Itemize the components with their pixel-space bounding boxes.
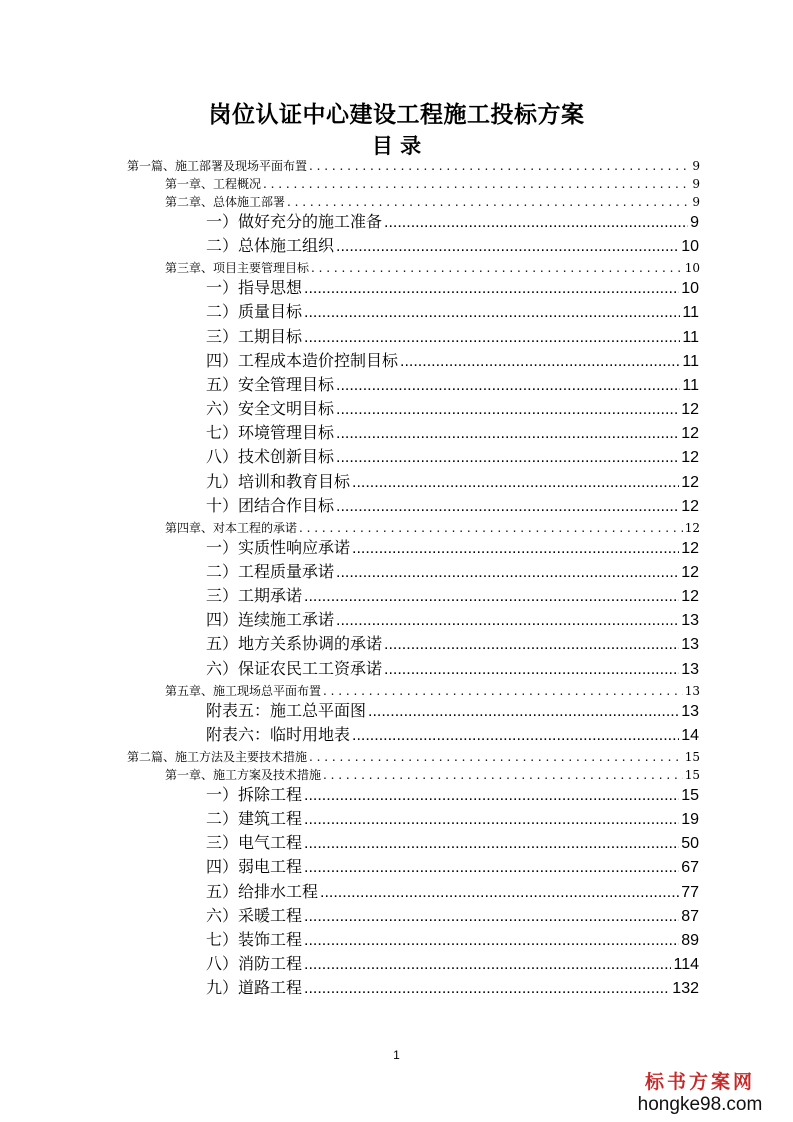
toc-leader-dots	[336, 374, 680, 398]
toc-leader-dots	[368, 700, 679, 724]
toc-entry[interactable]	[165, 682, 700, 700]
toc-leader-dots	[336, 398, 679, 422]
toc-entry-label: 六）采暖工程	[206, 907, 303, 925]
toc-entry-label: 七）环境管理目标	[206, 425, 335, 443]
toc-entry-page: 13	[681, 612, 699, 630]
toc-entry[interactable]	[165, 259, 700, 277]
toc-leader-dots	[304, 953, 671, 977]
toc-entry-label: 三）工期承诺	[206, 588, 303, 606]
toc-entry-page: 15	[681, 787, 699, 804]
toc-entry-label: 五）安全管理目标	[206, 376, 335, 394]
toc-entry-page: 9	[692, 195, 700, 209]
toc-leader-dots	[320, 881, 679, 905]
toc-entry[interactable]	[206, 374, 699, 398]
toc-entry-label: 三）电气工程	[206, 835, 303, 853]
toc-entry-page: 12	[681, 563, 699, 581]
toc-entry[interactable]	[206, 326, 699, 350]
toc-entry[interactable]	[206, 808, 699, 832]
toc-leader-dots	[304, 905, 679, 929]
toc-entry-label: 八）消防工程	[206, 956, 303, 974]
toc-entry-page: 12	[681, 473, 699, 491]
toc-entry-label: 四）连续施工承诺	[206, 612, 335, 630]
toc-entry-label: 二）工程质量承诺	[206, 563, 335, 581]
toc-entry-label: 六）保证农民工工资承诺	[206, 660, 383, 678]
toc-leader-dots	[304, 301, 680, 325]
toc-leader-dots	[352, 537, 679, 561]
page-number: 1	[393, 1048, 400, 1062]
toc-entry-page: 15	[684, 768, 700, 782]
toc-leader-dots	[304, 808, 679, 832]
toc-entry-page: 12	[684, 520, 700, 535]
toc-leader-dots	[304, 856, 679, 880]
toc-leader-dots	[323, 682, 683, 700]
toc-entry-page: 12	[681, 588, 699, 606]
toc-leader-dots	[384, 658, 679, 682]
toc-leader-dots	[352, 724, 679, 748]
toc-entry[interactable]	[206, 784, 699, 808]
toc-entry-label: 第一篇、施工部署及现场平面布置	[127, 159, 308, 173]
toc-entry-page: 89	[681, 931, 699, 949]
toc-entry[interactable]	[206, 953, 699, 977]
toc-entry-page: 13	[681, 702, 699, 720]
toc-entry-label: 第一章、施工方案及技术措施	[165, 768, 322, 782]
toc-entry[interactable]	[165, 193, 700, 211]
toc-entry-page: 11	[682, 352, 699, 370]
toc-leader-dots	[384, 211, 688, 235]
toc-leader-dots	[336, 609, 679, 633]
toc-entry-page: 13	[681, 660, 699, 678]
watermark-url: hongke98.com	[637, 1094, 763, 1115]
toc-entry[interactable]	[206, 633, 699, 657]
toc-leader-dots	[304, 585, 679, 609]
toc-entry-page: 12	[681, 401, 699, 419]
toc-entry-label: 一）指导思想	[206, 280, 303, 298]
toc-entry[interactable]	[206, 700, 699, 724]
toc-entry-page: 9	[692, 177, 700, 191]
toc-entry[interactable]	[206, 929, 699, 953]
site-watermark	[625, 1070, 775, 1116]
toc-entry-page: 15	[684, 750, 700, 764]
toc-leader-dots	[304, 832, 679, 856]
toc-entry[interactable]	[206, 585, 699, 609]
toc-entry-page: 10	[681, 280, 699, 298]
toc-leader-dots	[304, 929, 679, 953]
toc-entry[interactable]	[165, 766, 700, 784]
toc-entry-label: 七）装饰工程	[206, 931, 303, 949]
toc-leader-dots	[287, 193, 690, 211]
toc-entry-label: 八）技术创新目标	[206, 449, 335, 467]
toc-entry-page: 50	[681, 835, 699, 853]
toc-entry[interactable]	[165, 175, 700, 193]
toc-entry-label: 五）给排水工程	[206, 883, 319, 901]
toc-entry-label: 一）实质性响应承诺	[206, 539, 351, 557]
toc-leader-dots	[352, 471, 679, 495]
toc-leader-dots	[304, 277, 679, 301]
toc-leader-dots	[304, 784, 679, 808]
toc-entry[interactable]	[206, 235, 699, 259]
toc-entry[interactable]	[206, 724, 699, 748]
toc-entry-page: 10	[684, 261, 700, 276]
toc-entry-page: 67	[681, 859, 699, 877]
toc-entry[interactable]	[206, 277, 699, 301]
toc-entry[interactable]	[127, 157, 700, 175]
toc-entry[interactable]	[206, 832, 699, 856]
toc-entry-label: 第二篇、施工方法及主要技术措施	[127, 750, 308, 764]
toc-leader-dots	[336, 561, 679, 585]
toc-entry-page: 87	[681, 907, 699, 925]
toc-entry-page: 13	[681, 636, 699, 654]
toc-entry[interactable]	[206, 398, 699, 422]
toc-entry-page: 77	[681, 883, 699, 901]
toc-entry-label: 六）安全文明目标	[206, 401, 335, 419]
toc-leader-dots	[299, 519, 683, 537]
toc-entry-label: 第三章、项目主要管理目标	[165, 261, 310, 276]
toc-entry[interactable]	[206, 495, 699, 519]
toc-leader-dots	[336, 495, 679, 519]
toc-entry[interactable]	[206, 609, 699, 633]
toc-entry[interactable]	[206, 211, 699, 235]
toc-entry-page: 10	[681, 238, 699, 256]
toc-leader-dots	[311, 259, 683, 277]
toc-entry[interactable]	[127, 748, 700, 766]
toc-entry-label: 第五章、施工现场总平面布置	[165, 683, 322, 698]
toc-entry-page: 12	[681, 497, 699, 515]
toc-entry[interactable]	[206, 856, 699, 880]
toc-entry-page: 14	[681, 726, 699, 744]
toc-entry[interactable]	[206, 881, 699, 905]
toc-entry[interactable]	[206, 561, 699, 585]
toc-entry[interactable]	[206, 350, 699, 374]
toc-entry[interactable]	[206, 446, 699, 470]
toc-entry-page: 13	[684, 683, 700, 698]
toc-entry-label: 九）培训和教育目标	[206, 473, 351, 491]
toc-leader-dots	[309, 157, 690, 175]
toc-entry-page: 114	[673, 956, 699, 974]
toc-entry-label: 二）总体施工组织	[206, 238, 335, 256]
toc-leader-dots	[384, 633, 679, 657]
toc-leader-dots	[263, 175, 690, 193]
toc-entry-page: 11	[682, 376, 699, 394]
toc-entry-label: 四）弱电工程	[206, 859, 303, 877]
toc-entry-label: 附表五：施工总平面图	[206, 702, 367, 720]
toc-entry-label: 二）质量目标	[206, 304, 303, 322]
watermark-site-name: 标书方案网	[644, 1071, 755, 1093]
toc-leader-dots	[336, 422, 679, 446]
toc-leader-dots	[323, 766, 683, 784]
toc-entry[interactable]	[206, 537, 699, 561]
toc-entry-label: 二）建筑工程	[206, 811, 303, 829]
toc-entry-page: 11	[682, 328, 699, 346]
toc-entry-label: 第一章、工程概况	[165, 177, 262, 191]
toc-entry[interactable]	[206, 301, 699, 325]
toc-entry-label: 四）工程成本造价控制目标	[206, 352, 399, 370]
toc-entry-label: 一）拆除工程	[206, 787, 303, 804]
toc-leader-dots	[304, 977, 670, 1001]
toc-leader-dots	[336, 446, 679, 470]
toc-entry-page: 12	[681, 425, 699, 443]
toc-entry-label: 附表六：临时用地表	[206, 726, 351, 744]
toc-entry[interactable]	[165, 519, 700, 537]
toc-entry[interactable]	[206, 471, 699, 495]
toc-entry-page: 9	[690, 214, 699, 231]
toc-entry[interactable]	[206, 977, 699, 1001]
document-title: 岗位认证中心建设工程施工投标方案	[208, 102, 585, 128]
toc-leader-dots	[336, 235, 679, 259]
toc-entry-label: 第四章、对本工程的承诺	[165, 520, 298, 535]
toc-leader-dots	[309, 748, 683, 766]
toc-entry-label: 五）地方关系协调的承诺	[206, 636, 383, 654]
toc-entry[interactable]	[206, 658, 699, 682]
toc-entry-page: 12	[681, 539, 699, 557]
toc-leader-dots	[304, 326, 680, 350]
toc-entry-page: 132	[672, 980, 699, 998]
toc-leader-dots	[400, 350, 680, 374]
toc-entry-label: 第二章、总体施工部署	[165, 195, 286, 209]
toc-entry-label: 一）做好充分的施工准备	[206, 214, 383, 231]
toc-entry-page: 19	[681, 811, 699, 829]
toc-entry-page: 9	[692, 159, 700, 173]
toc-entry-label: 三）工期目标	[206, 328, 303, 346]
toc-heading: 目 录	[371, 134, 422, 158]
toc-entry-page: 12	[681, 449, 699, 467]
toc-entry[interactable]	[206, 905, 699, 929]
toc-entry-page: 11	[682, 304, 699, 322]
toc-entry-label: 十）团结合作目标	[206, 497, 335, 515]
toc-entry-label: 九）道路工程	[206, 980, 303, 998]
toc-entry[interactable]	[206, 422, 699, 446]
